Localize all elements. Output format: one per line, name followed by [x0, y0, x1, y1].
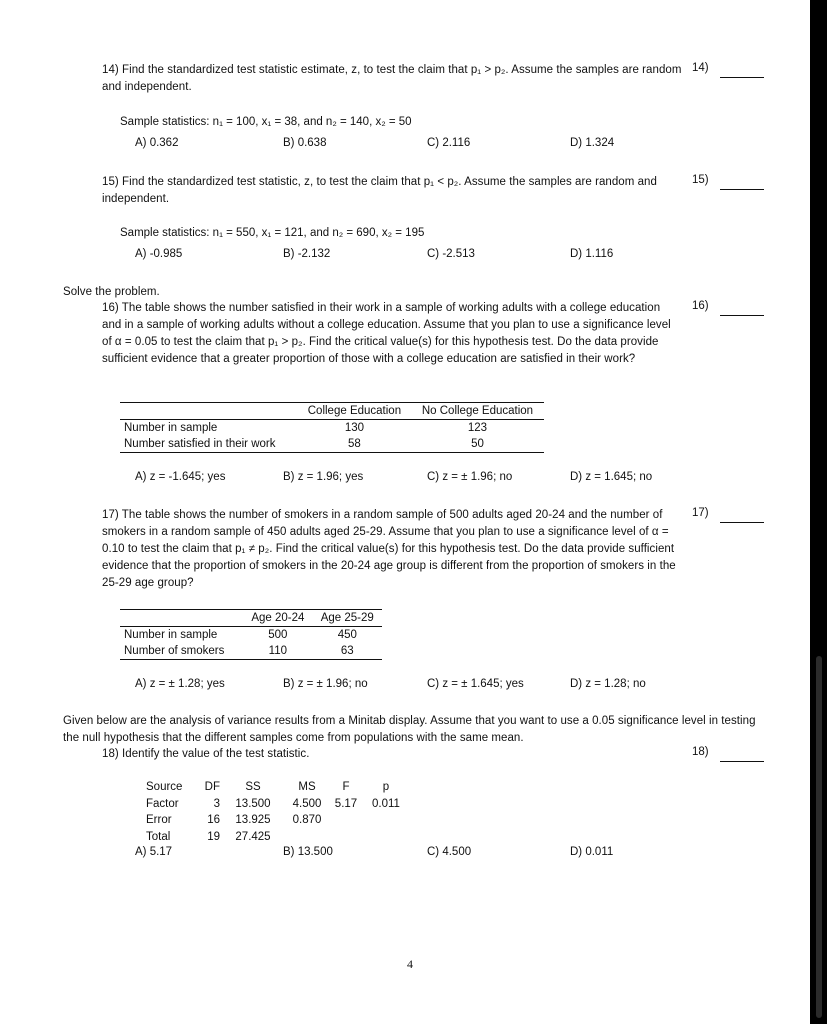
table-cell: Number in sample — [124, 629, 218, 641]
anova-cell: 13.500 — [235, 797, 271, 810]
answer-blank-14[interactable] — [720, 77, 764, 78]
anova-row — [146, 796, 408, 813]
answer-blank-15[interactable] — [720, 189, 764, 190]
answer-blank-16[interactable] — [720, 315, 764, 316]
anova-cell: Factor — [146, 797, 179, 810]
question-18-text: 18) Identify the value of the test statistic. — [102, 748, 310, 760]
table-cell: 130 — [344, 422, 365, 434]
table-header-cell: Age 25-29 — [313, 610, 382, 627]
answer-blank-18[interactable] — [720, 761, 764, 762]
anova-intro-text: Given below are the analysis of variance results from a Minitab display. Assume that you want to use a 0.05 significance level in testing the null hypothesis that the different samples come from populations with the same mean. — [63, 715, 756, 744]
question-15-text: 15) Find the standardized test statistic, z, to test the claim that p₁ < p₂. Assume the samples are random and independent. — [102, 176, 657, 205]
table-header-cell: No College Education — [411, 403, 544, 420]
page-number: 4 — [407, 957, 413, 971]
choice-16-b: B) z = 1.96; yes — [283, 471, 364, 483]
anova-cell: 4.500 — [292, 797, 322, 810]
table-header-cell — [120, 610, 243, 627]
table-header-cell — [120, 403, 298, 420]
question-15-stats: Sample statistics: n₁ = 550, x₁ = 121, and n₂ = 690, x₂ = 195 — [120, 227, 425, 239]
anova-header-cell: SS — [245, 781, 261, 793]
table-cell: 123 — [467, 422, 488, 434]
table-row — [120, 627, 382, 644]
anova-table — [146, 779, 408, 845]
anova-row — [146, 829, 408, 846]
choice-15-b: B) -2.132 — [283, 248, 331, 260]
choice-16-d: D) z = 1.645; no — [570, 471, 653, 483]
choice-17-d: D) z = 1.28; no — [570, 678, 646, 690]
anova-cell: Error — [146, 814, 172, 826]
answer-number-14: 14) — [692, 62, 709, 74]
choice-18-c: C) 4.500 — [427, 846, 472, 858]
table-row — [120, 420, 544, 437]
answer-number-15: 15) — [692, 174, 709, 186]
section-heading: Solve the problem. — [63, 286, 160, 298]
table-cell: Number satisfied in their work — [124, 438, 276, 450]
anova-header-cell: Source — [146, 781, 183, 793]
anova-cell: Total — [146, 830, 171, 843]
choice-14-c: C) 2.116 — [427, 137, 471, 149]
answer-number-18: 18) — [692, 746, 709, 758]
table-satisfaction — [120, 402, 544, 453]
choice-16-c: C) z = ± 1.96; no — [427, 471, 513, 483]
table-cell: Number of smokers — [124, 645, 225, 657]
choice-18-b: B) 13.500 — [283, 846, 333, 858]
anova-header-cell: MS — [298, 781, 316, 793]
question-17-text: 17) The table shows the number of smokers in a random sample of 500 adults aged 20-24 and the number of smokers in a random sample of 450 adults aged 25-29. Assume that you plan to use a significance level of α = 0.10 to test the claim that p₁ ≠ p₂. Find the critical value(s) for this hypothesis test. Do the data provide sufficient evidence that the proportion of smokers in the 20-24 age group is different from the proportion of smokers in the 25-29 age group? — [102, 509, 676, 589]
anova-header-cell: p — [382, 781, 390, 793]
anova-cell: 3 — [213, 797, 220, 810]
question-14-text: 14) Find the standardized test statistic estimate, z, to test the claim that p₁ > p₂. Assume the samples are random and independent. — [102, 64, 682, 93]
anova-cell — [364, 829, 408, 846]
choice-17-c: C) z = ± 1.645; yes — [427, 678, 524, 690]
anova-header-cell: DF — [204, 781, 220, 793]
table-row — [120, 436, 544, 453]
anova-cell: 0.870 — [292, 814, 322, 826]
choice-14-a: A) 0.362 — [135, 137, 179, 149]
anova-header-row — [146, 779, 408, 796]
anova-cell: 27.425 — [235, 830, 271, 843]
anova-header-cell: F — [342, 781, 350, 793]
choice-15-c: C) -2.513 — [427, 248, 475, 260]
anova-cell: 13.925 — [235, 814, 271, 826]
choice-14-b: B) 0.638 — [283, 137, 327, 149]
answer-blank-17[interactable] — [720, 522, 764, 523]
anova-cell — [286, 829, 328, 846]
table-header-cell: College Education — [298, 403, 411, 420]
table-cell: 50 — [471, 438, 484, 450]
anova-cell: 19 — [207, 830, 220, 843]
anova-cell — [364, 812, 408, 829]
answer-number-16: 16) — [692, 300, 709, 312]
question-16-text: 16) The table shows the number satisfied in their work in a sample of working adults with a college education and in a sample of working adults without a college education. Assume that you plan to use a significance level of α = 0.05 to test the claim that p₁ > p₂. Find the critical value(s) for this hypothesis test. Do the data provide sufficient evidence that a greater proportion of those with a college education are satisfied in their work? — [102, 302, 671, 365]
anova-row — [146, 812, 408, 829]
scrollbar-thumb[interactable] — [816, 656, 822, 1018]
table-cell: 450 — [337, 629, 357, 641]
table-cell: 63 — [340, 645, 354, 657]
choice-15-a: A) -0.985 — [135, 248, 183, 260]
anova-cell: 16 — [207, 814, 220, 826]
table-cell: 110 — [268, 645, 288, 657]
table-header-row — [120, 403, 544, 420]
anova-cell: 5.17 — [334, 797, 358, 810]
choice-18-d: D) 0.011 — [570, 846, 614, 858]
table-header-row — [120, 610, 382, 627]
choice-17-a: A) z = ± 1.28; yes — [135, 678, 225, 690]
choice-17-b: B) z = ± 1.96; no — [283, 678, 368, 690]
anova-cell: 0.011 — [372, 797, 400, 810]
question-14-stats: Sample statistics: n₁ = 100, x₁ = 38, and n₂ = 140, x₂ = 50 — [120, 116, 412, 128]
table-smokers — [120, 609, 382, 660]
table-cell: 500 — [268, 629, 288, 641]
table-cell: 58 — [348, 438, 361, 450]
table-cell: Number in sample — [124, 422, 218, 434]
choice-18-a: A) 5.17 — [135, 846, 173, 858]
choice-14-d: D) 1.324 — [570, 137, 615, 149]
choice-16-a: A) z = -1.645; yes — [135, 471, 226, 483]
table-row — [120, 643, 382, 660]
answer-number-17: 17) — [692, 507, 709, 519]
anova-cell — [328, 812, 364, 829]
choice-15-d: D) 1.116 — [570, 248, 614, 260]
anova-cell — [328, 829, 364, 846]
table-header-cell: Age 20-24 — [243, 610, 312, 627]
